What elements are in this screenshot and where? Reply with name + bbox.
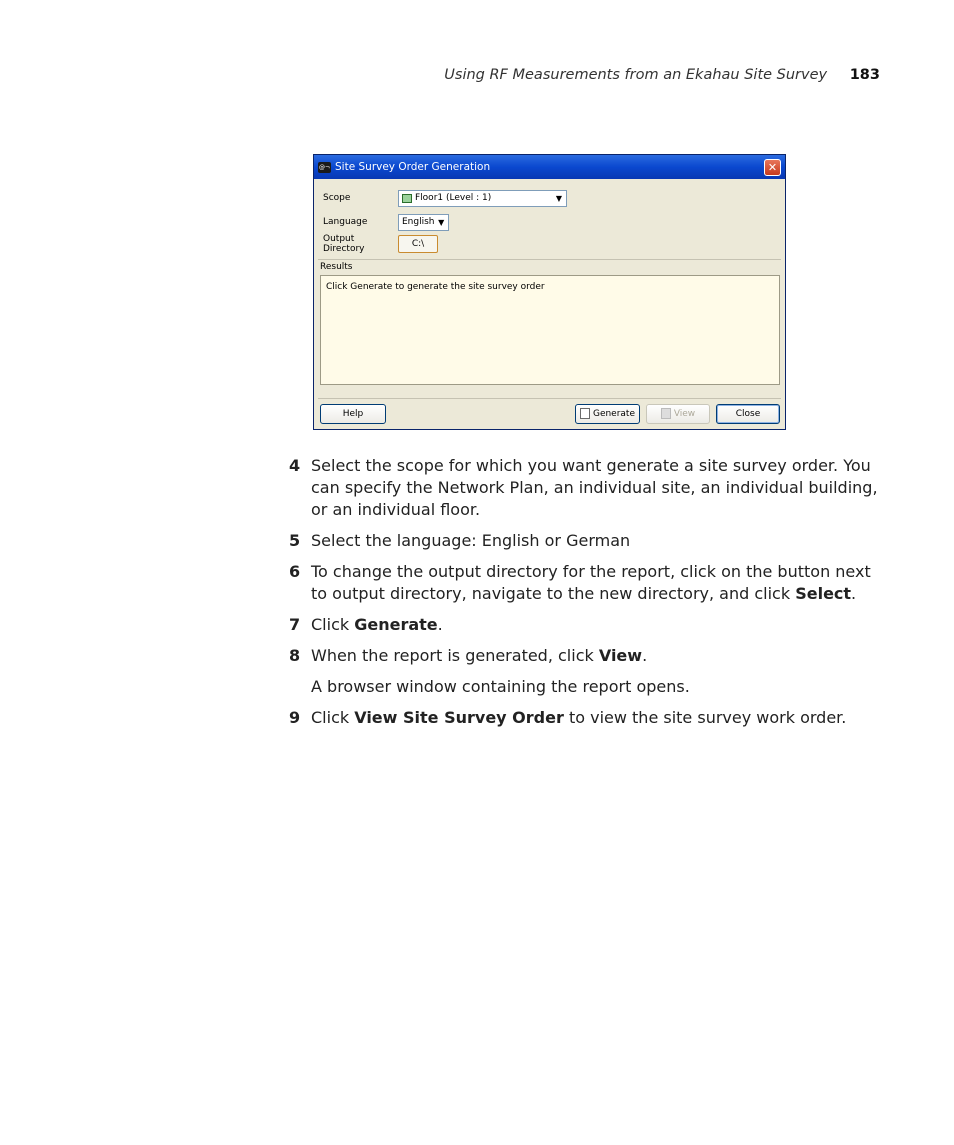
step-text: When the report is generated, click: [311, 646, 599, 665]
view-icon: [661, 408, 671, 419]
generate-label: Generate: [592, 409, 636, 419]
step-text: .: [642, 646, 648, 665]
chevron-down-icon: ▼: [438, 217, 445, 227]
close-icon[interactable]: ✕: [764, 159, 781, 176]
view-button[interactable]: [646, 404, 710, 424]
output-directory-button[interactable]: C:\: [398, 235, 438, 253]
steps-list: [289, 455, 889, 738]
language-row: [323, 213, 449, 231]
site-survey-order-dialog: [313, 154, 786, 430]
scope-row: [323, 189, 567, 207]
step-number: 8: [289, 646, 301, 665]
dialog-title: Site Survey Order Generation: [335, 161, 491, 173]
step-number: 7: [289, 615, 301, 634]
divider: [318, 259, 781, 260]
scope-select[interactable]: [398, 190, 567, 207]
results-area[interactable]: [320, 275, 780, 385]
step-text: Click: [311, 615, 355, 634]
app-icon: @¬: [318, 163, 331, 171]
step-number: 6: [289, 562, 301, 581]
step-bold: Select: [795, 584, 852, 603]
document-icon: [580, 408, 590, 419]
step-number: 5: [289, 531, 301, 550]
step-text: Select the language: English or German: [311, 531, 631, 550]
language-select[interactable]: [398, 214, 449, 231]
step-text: .: [851, 584, 857, 603]
chevron-down-icon: ▼: [555, 193, 563, 203]
step-item: [289, 561, 889, 605]
results-text: Click Generate to generate the site survey order: [326, 282, 545, 292]
step-text: To change the output directory for the report, click on the button next to output directory, navigate to the new directory, and click: [311, 562, 871, 603]
output-directory-label: Output Directory: [323, 234, 365, 254]
step-item: [289, 614, 889, 636]
help-button[interactable]: Help: [320, 404, 386, 424]
running-head-title: Using RF Measurements from an Ekahau Site Survey: [444, 67, 828, 83]
close-button[interactable]: Close: [716, 404, 780, 424]
step-item: [289, 455, 889, 521]
view-label: View: [673, 409, 696, 419]
step-text: to view the site survey work order.: [563, 708, 847, 727]
step-text: Click: [311, 708, 355, 727]
page-number: 183: [849, 67, 880, 83]
step-bold: View Site Survey Order: [354, 708, 564, 727]
output-directory-row: [323, 235, 438, 253]
step-item: [289, 645, 889, 667]
step-number: 4: [289, 456, 301, 475]
step-item: [289, 530, 889, 552]
step-bold: Generate: [354, 615, 438, 634]
step-number: 9: [289, 708, 301, 727]
divider: [318, 398, 781, 399]
step-text: .: [437, 615, 443, 634]
generate-button[interactable]: [575, 404, 640, 424]
results-label: Results: [320, 262, 353, 272]
running-head: [444, 67, 880, 83]
step-paragraph: A browser window containing the report opens.: [311, 677, 690, 696]
dialog-titlebar[interactable]: [314, 155, 785, 179]
step-text: Select the scope for which you want generate a site survey order. You can specify the Network Plan, an individual site, an individual building, or an individual floor.: [311, 456, 878, 519]
floor-icon: [402, 194, 412, 203]
language-value: English: [402, 217, 435, 227]
scope-label: Scope: [323, 193, 351, 203]
step-bold: View: [598, 646, 643, 665]
language-label: Language: [323, 217, 368, 227]
step-item: [289, 707, 889, 729]
scope-value: Floor1 (Level : 1): [415, 193, 492, 203]
